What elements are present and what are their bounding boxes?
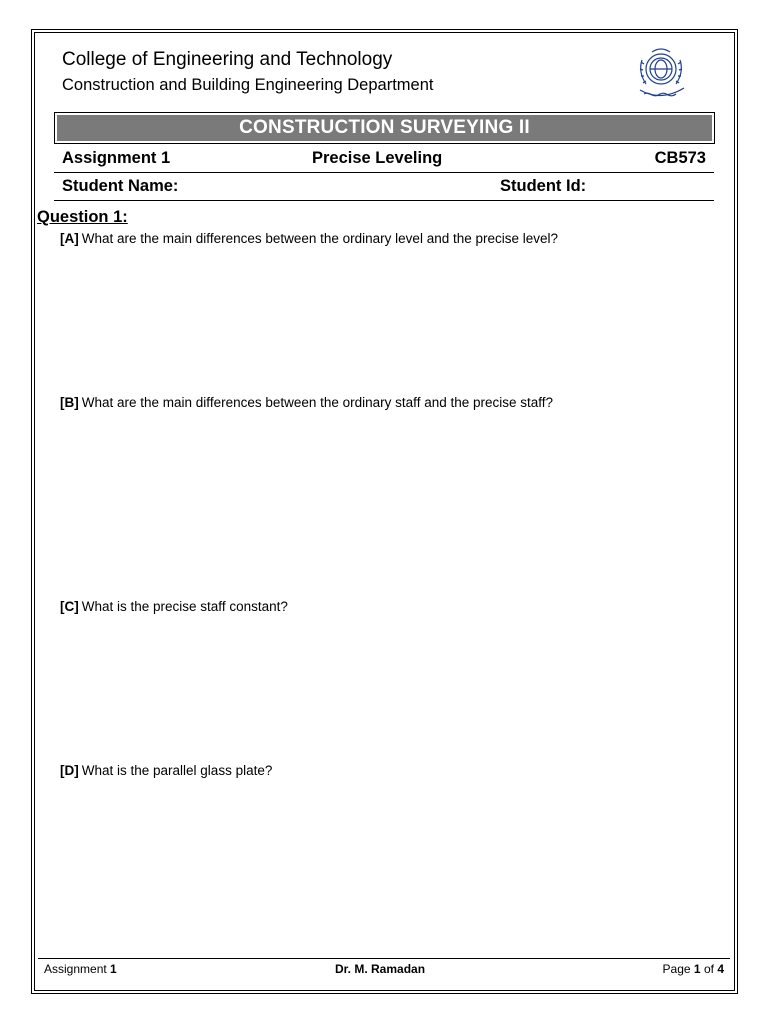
college-name: College of Engineering and Technology — [62, 49, 393, 70]
footer-page-of: of — [703, 962, 714, 976]
assignment-number: Assignment 1 — [62, 149, 171, 167]
student-info-row — [54, 173, 714, 201]
question-item-text: What is the precise staff constant? — [81, 599, 288, 614]
question-title: Question 1: — [37, 208, 128, 226]
assignment-topic: Precise Leveling — [312, 149, 443, 167]
footer-page-current: 1 — [693, 962, 701, 976]
assignment-info-row — [54, 145, 714, 173]
question-item-label: [B] — [60, 395, 79, 410]
footer-divider — [38, 958, 730, 959]
student-name-label: Student Name: — [62, 177, 179, 195]
question-item-text: What is the parallel glass plate? — [81, 763, 273, 778]
department-name: Construction and Building Engineering Department — [62, 76, 434, 94]
footer-author: Dr. M. Ramadan — [335, 962, 426, 976]
university-seal-icon — [630, 42, 692, 104]
footer-assignment-number: 1 — [110, 962, 117, 976]
footer-assignment — [44, 962, 117, 976]
footer-page-number — [663, 962, 724, 976]
question-item-c — [60, 599, 288, 614]
footer-assignment-label: Assignment — [44, 962, 107, 976]
question-item-label: [C] — [60, 599, 79, 614]
course-code: CB573 — [654, 149, 706, 167]
question-item-b — [60, 395, 553, 410]
course-title: CONSTRUCTION SURVEYING II — [239, 117, 530, 138]
course-title-banner — [54, 112, 715, 144]
footer-page-total: 4 — [717, 962, 724, 976]
question-item-text: What are the main differences between the ordinary staff and the precise staff? — [81, 395, 554, 410]
student-id-label: Student Id: — [500, 177, 587, 195]
question-item-text: What are the main differences between the ordinary level and the precise level? — [81, 231, 559, 246]
footer-page-label: Page — [662, 962, 691, 976]
question-item-label: [A] — [60, 231, 79, 246]
question-item-a — [60, 231, 558, 246]
question-item-d — [60, 763, 272, 778]
question-item-label: [D] — [60, 763, 79, 778]
